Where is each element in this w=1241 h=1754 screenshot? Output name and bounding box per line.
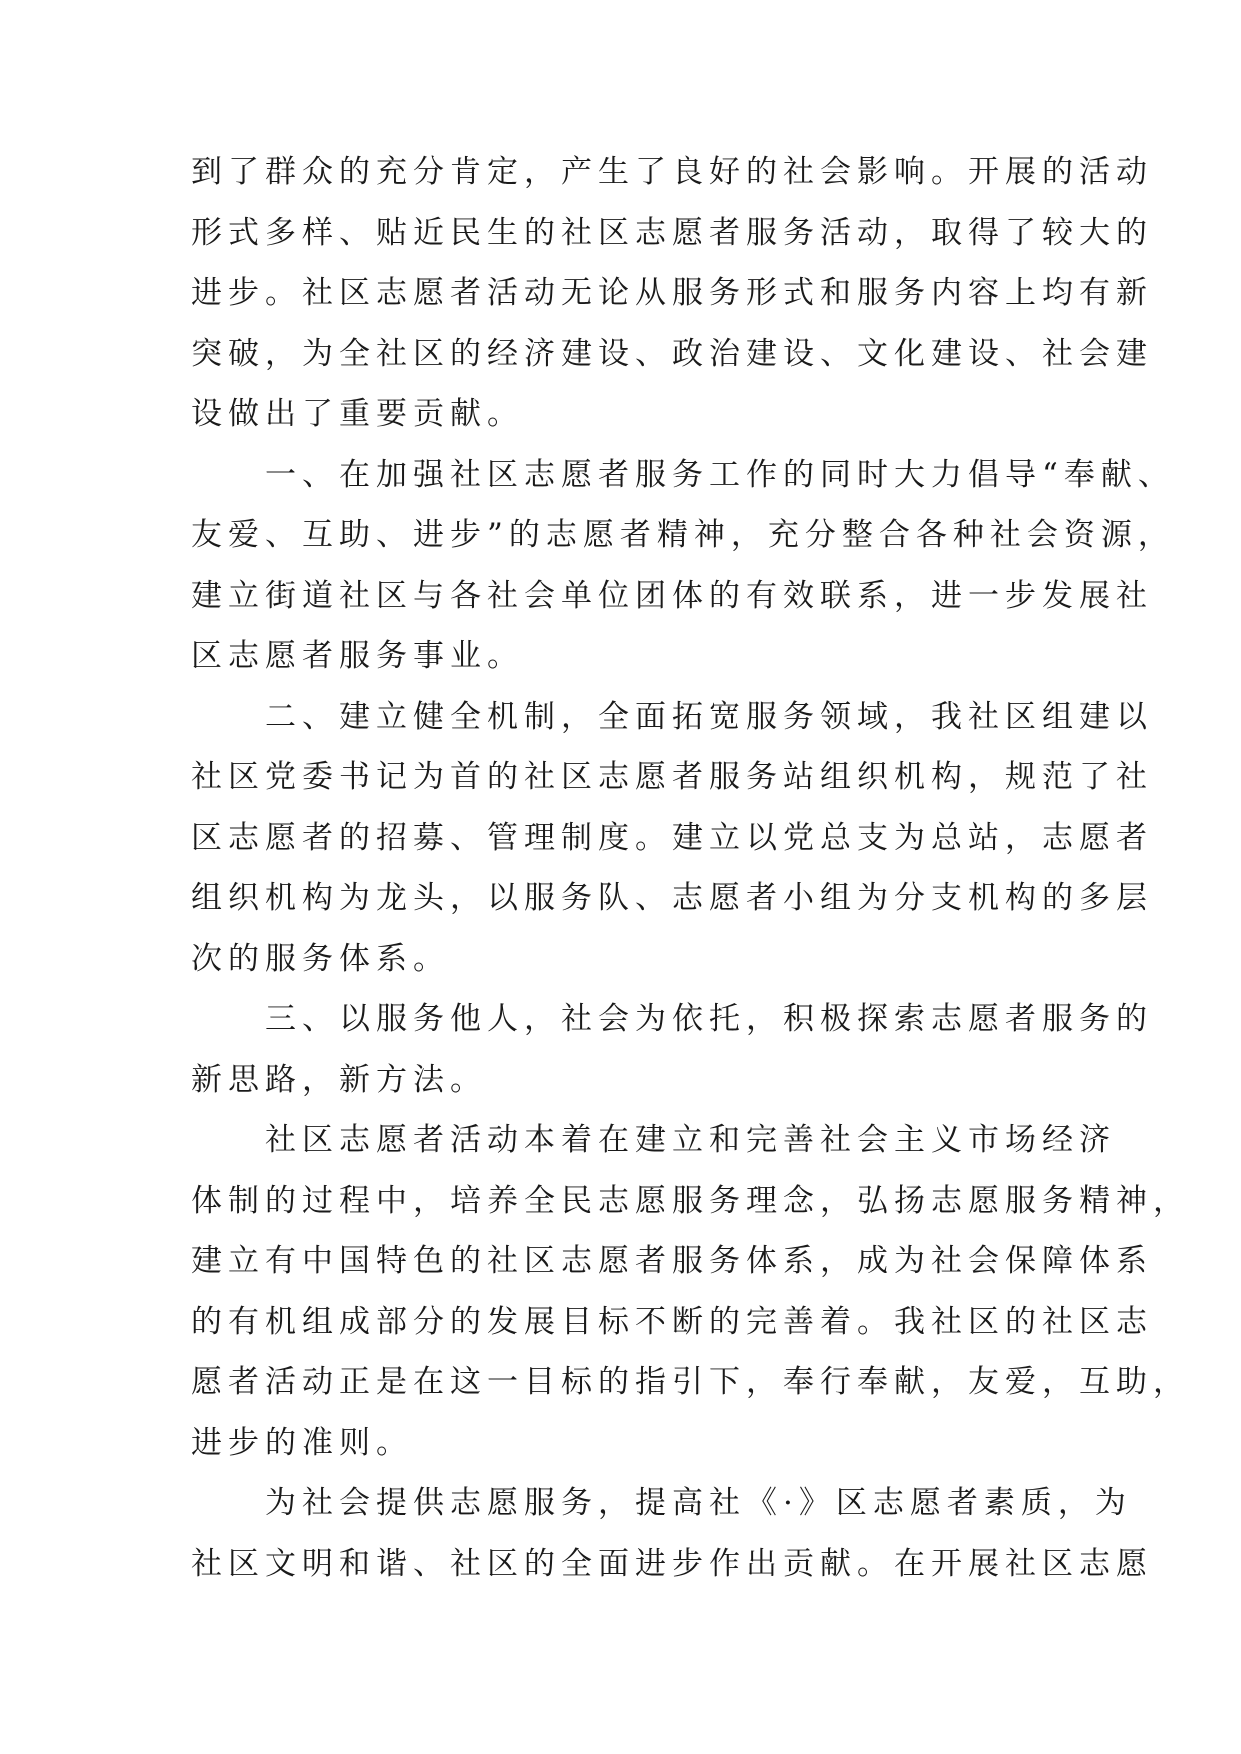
text-line: 二、建立健全机制，全面拓宽服务领域，我社区组建以 bbox=[191, 698, 1153, 735]
text-line: 新思路，新方法。 bbox=[191, 1061, 487, 1098]
text-line: 一、在加强社区志愿者服务工作的同时大力倡导“奉献、 bbox=[191, 456, 1175, 493]
text-line: 到了群众的充分肯定，产生了良好的社会影响。开展的活动 bbox=[191, 154, 1153, 190]
text-line: 区志愿者的招募、管理制度。建立以党总支为总站，志愿者 bbox=[191, 819, 1153, 856]
text-line: 愿者活动正是在这一目标的指引下，奉行奉献，友爱，互助， bbox=[191, 1364, 1190, 1400]
text-line: 社区党委书记为首的社区志愿者服务站组织机构，规范了社 bbox=[191, 759, 1153, 795]
text-line: 组织机构为龙头，以服务队、志愿者小组为分支机构的多层 bbox=[191, 880, 1153, 916]
text-line: 次的服务体系。 bbox=[191, 940, 450, 977]
text-line: 形式多样、贴近民生的社区志愿者服务活动，取得了较大的 bbox=[191, 214, 1153, 251]
text-line: 进步的准则。 bbox=[191, 1424, 413, 1461]
text-line: 建立街道社区与各社会单位团体的有效联系，进一步发展社 bbox=[191, 577, 1153, 614]
text-line: 体制的过程中，培养全民志愿服务理念，弘扬志愿服务精神， bbox=[191, 1182, 1190, 1219]
text-line: 突破，为全社区的经济建设、政治建设、文化建设、社会建 bbox=[191, 335, 1153, 372]
text-line: 社区文明和谐、社区的全面进步作出贡献。在开展社区志愿 bbox=[191, 1545, 1153, 1582]
text-line: 社区志愿者活动本着在建立和完善社会主义市场经济 bbox=[191, 1122, 1116, 1158]
text-line: 友爱、互助、进步”的志愿者精神，充分整合各种社会资源， bbox=[191, 517, 1175, 553]
text-line: 的有机组成部分的发展目标不断的完善着。我社区的社区志 bbox=[191, 1303, 1153, 1340]
text-line: 三、以服务他人，社会为依托，积极探索志愿者服务的 bbox=[191, 1001, 1153, 1037]
text-line: 进步。社区志愿者活动无论从服务形式和服务内容上均有新 bbox=[191, 275, 1153, 311]
body-text bbox=[191, 142, 1190, 1594]
text-line: 设做出了重要贡献。 bbox=[191, 396, 524, 432]
text-line: 建立有中国特色的社区志愿者服务体系，成为社会保障体系 bbox=[191, 1243, 1153, 1279]
text-line: 为社会提供志愿服务，提高社《·》区志愿者素质，为 bbox=[191, 1485, 1132, 1521]
text-line: 区志愿者服务事业。 bbox=[191, 638, 524, 674]
